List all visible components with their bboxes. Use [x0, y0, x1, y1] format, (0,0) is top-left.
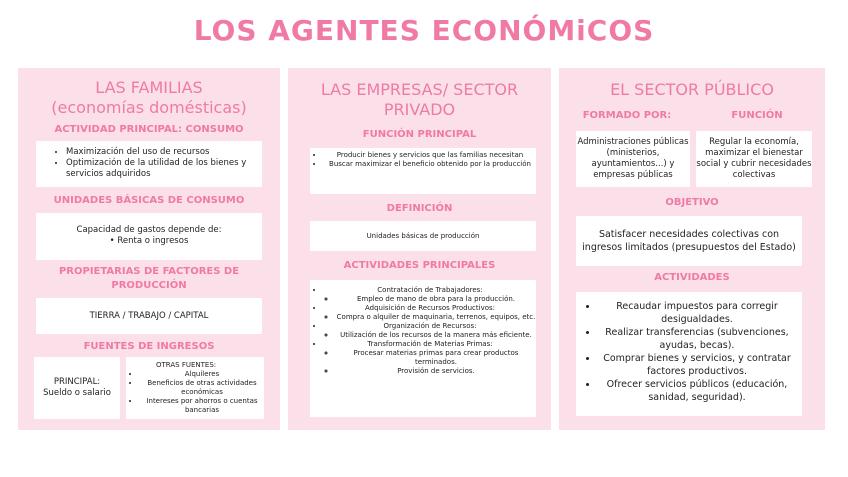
- families-units-title: UNIDADES BÁSICAS DE CONSUMO: [53, 195, 245, 206]
- families-income-main-line1: PRINCIPAL:: [53, 377, 101, 387]
- public-function-box: Regular la economía, maximizar el bienestar social y cubrir necesidades colectivas: [696, 131, 812, 187]
- companies-activities-box: [310, 280, 536, 417]
- activity-label: Contratación de Trabajadores:: [377, 286, 483, 294]
- public-sector-panel: [559, 68, 825, 430]
- public-sector-heading: EL SECTOR PÚBLICO: [610, 80, 774, 99]
- list-item: • Ofrecer servicios públicos (educación, sanidad, seguridad).: [598, 378, 796, 404]
- list-item: • Comprar bienes y servicios, y contratar factores productivos.: [598, 352, 796, 378]
- list-item: ◦ Utilización de los recursos de la manera más eficiente.: [336, 331, 536, 340]
- list-item: [324, 286, 536, 304]
- companies-function-title: FUNCIÓN PRINCIPAL: [362, 129, 477, 140]
- activity-label: Adquisición de Recursos Productivos:: [364, 304, 495, 312]
- families-owners-box: TIERRA / TRABAJO / CAPITAL: [36, 298, 262, 334]
- list-item: • Maximización del uso de recursos: [66, 147, 262, 158]
- public-activities-box: [576, 292, 802, 416]
- public-function-title: FUNCIÓN: [731, 110, 783, 121]
- list-item: • Realizar transferencias (subvenciones, ayudas, becas).: [598, 326, 796, 352]
- activity-label: Organización de Recursos:: [383, 322, 477, 330]
- companies-heading-line1: LAS EMPRESAS/ SECTOR: [320, 80, 519, 99]
- list-item: ◦ Empleo de mano de obra para la producción.: [336, 295, 536, 304]
- list-item: [324, 322, 536, 340]
- list-item: ◦ Procesar materias primas para crear productos terminados.: [336, 349, 536, 367]
- families-activity-box: [36, 141, 262, 187]
- list-item: • Producir bienes y servicios que las familias necesitan: [324, 151, 536, 160]
- public-objective-box: Satisfacer necesidades colectivas con ingresos limitados (presupuestos del Estado): [576, 216, 802, 266]
- families-panel: [18, 68, 280, 430]
- list-item: ◦ Provisión de servicios.: [336, 367, 536, 376]
- families-units-item: • Renta o ingresos: [109, 236, 189, 246]
- list-item: • Intereses por ahorros o cuentas bancarias: [140, 397, 264, 415]
- list-item: • Alquileres: [140, 370, 264, 379]
- companies-panel: [288, 68, 551, 430]
- families-income-main-box: [34, 357, 120, 419]
- companies-definition-box: Unidades básicas de producción: [310, 221, 536, 251]
- companies-heading-line2: PRIVADO: [383, 100, 456, 119]
- families-income-main-line2: Sueldo o salario: [43, 388, 111, 398]
- families-activity-title: ACTIVIDAD PRINCIPAL: CONSUMO: [54, 124, 244, 135]
- activity-label: Transformación de Materias Primas:: [367, 340, 493, 348]
- families-heading-line2: (economías domésticas): [51, 98, 247, 117]
- families-income-other-title: OTRAS FUENTES:: [156, 361, 217, 369]
- list-item: Renta o ingresos: [117, 236, 189, 246]
- companies-function-box: [310, 148, 536, 194]
- public-activities-title: ACTIVIDADES: [654, 272, 730, 283]
- public-objective-title: OBJETIVO: [665, 197, 719, 208]
- families-units-box: [36, 213, 262, 260]
- families-owners-title-line1: PROPIETARIAS DE FACTORES DE: [58, 266, 240, 277]
- page-title: LOS AGENTES ECONÓMiCOS: [193, 14, 655, 47]
- public-formed-box: Administraciones públicas (ministerios, ayuntamientos...) y empresas públicas: [576, 131, 690, 187]
- list-item: [324, 304, 536, 322]
- families-income-title: FUENTES DE INGRESOS: [83, 341, 215, 352]
- companies-definition-title: DEFINICIÓN: [386, 203, 453, 214]
- families-income-other-box: [126, 357, 264, 419]
- list-item: • Beneficios de otras actividades económicas: [140, 379, 264, 397]
- list-item: • Buscar maximizar el beneficio obtenido por la producción: [324, 160, 536, 169]
- list-item: • Optimización de la utilidad de los bienes y servicios adquiridos: [66, 158, 262, 180]
- public-formed-title: FORMADO POR:: [582, 110, 672, 121]
- list-item: [324, 340, 536, 376]
- companies-activities-title: ACTIVIDADES PRINCIPALES: [343, 260, 496, 271]
- families-heading-line1: LAS FAMILIAS: [95, 78, 203, 97]
- list-item: • Recaudar impuestos para corregir desigualdades.: [598, 300, 796, 326]
- families-owners-title-line2: PRODUCCIÓN: [111, 280, 187, 291]
- families-units-text: Capacidad de gastos depende de:: [76, 225, 222, 235]
- list-item: ◦ Compra o alquiler de maquinaria, terrenos, equipos, etc.: [336, 313, 536, 322]
